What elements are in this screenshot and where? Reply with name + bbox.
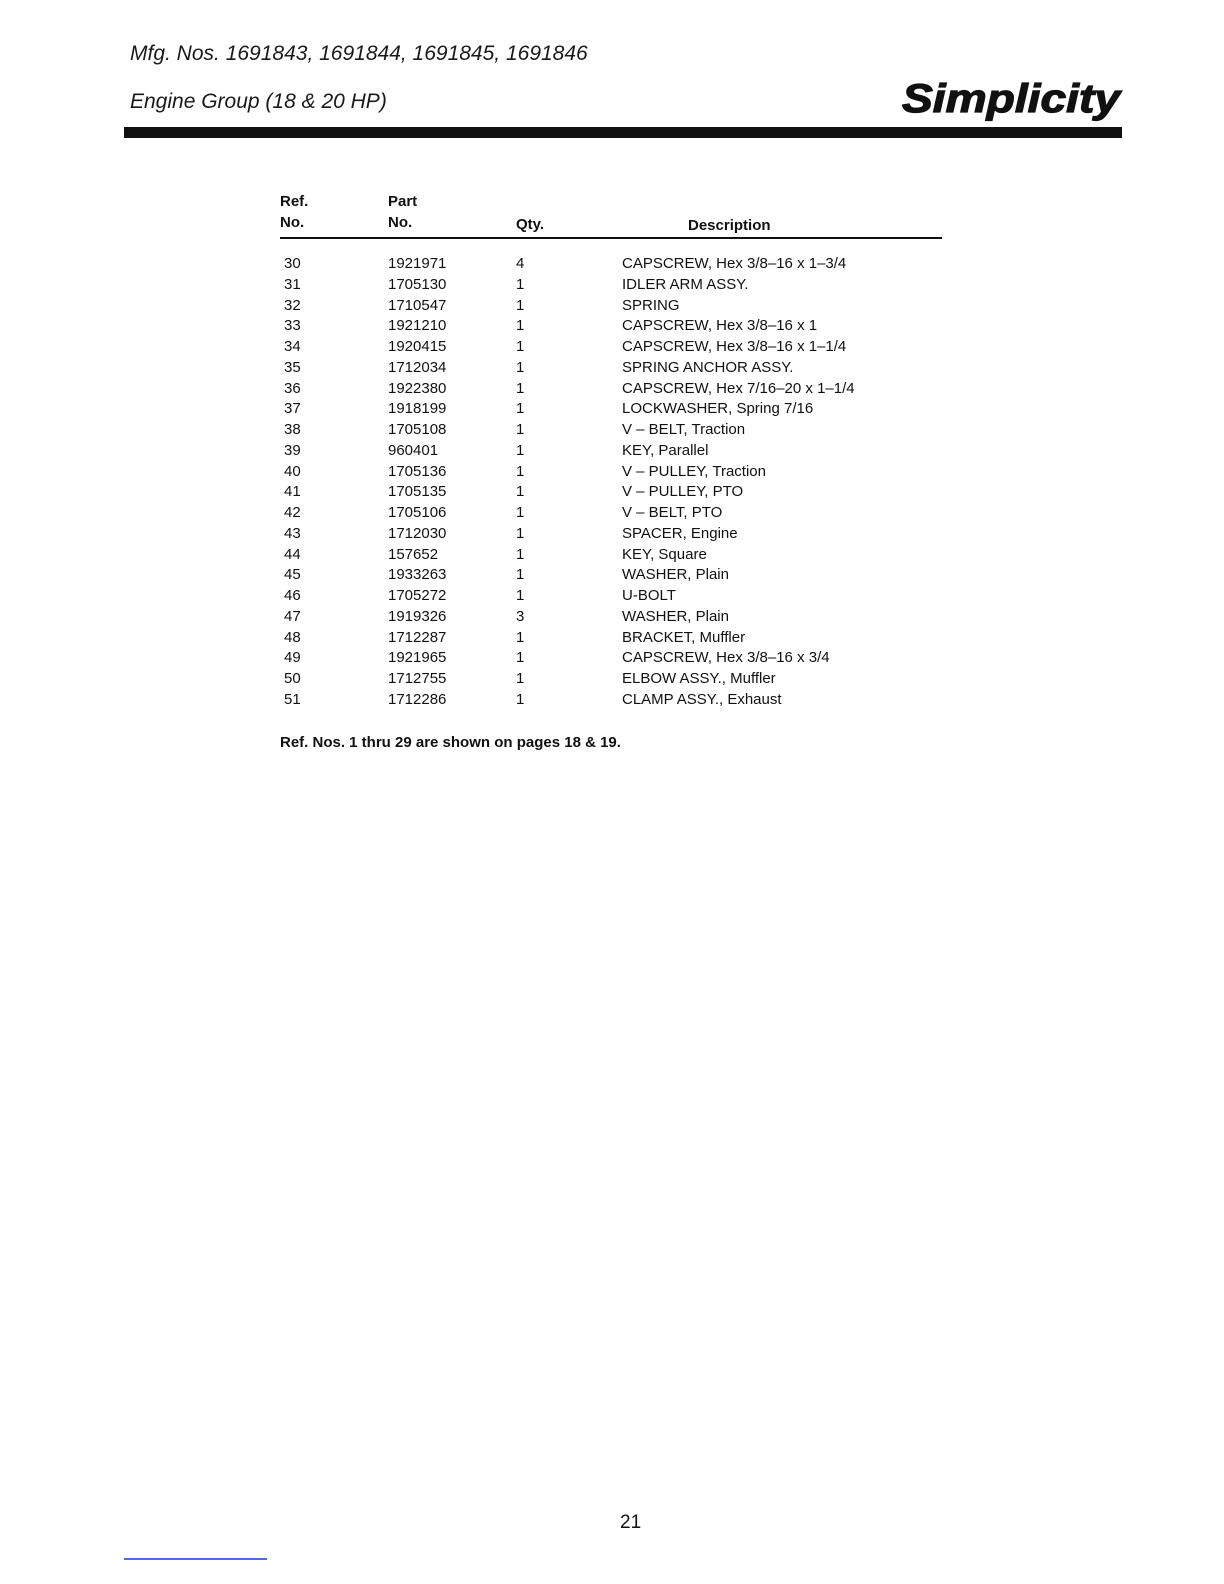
part-number: 1705130 bbox=[388, 275, 447, 293]
quantity: 1 bbox=[516, 483, 525, 501]
part-number: 1933263 bbox=[388, 566, 447, 584]
table-row bbox=[0, 463, 1224, 484]
quantity: 1 bbox=[516, 587, 525, 604]
part-number: 1712286 bbox=[388, 690, 447, 708]
quantity: 3 bbox=[516, 607, 525, 625]
ref-number: 48 bbox=[284, 628, 301, 646]
quantity: 1 bbox=[516, 504, 525, 521]
ref-number: 32 bbox=[284, 296, 301, 314]
description: WASHER, Plain bbox=[622, 566, 729, 584]
ref-number: 34 bbox=[284, 338, 301, 355]
ref-number: 40 bbox=[284, 462, 301, 480]
table-row bbox=[0, 421, 1224, 442]
ref-number: 44 bbox=[284, 545, 301, 563]
quantity: 1 bbox=[516, 421, 525, 438]
ref-number: 49 bbox=[284, 649, 301, 667]
table-row bbox=[0, 297, 1224, 318]
col-header-description: Description bbox=[688, 217, 771, 234]
quantity: 1 bbox=[516, 441, 525, 459]
table-row bbox=[0, 629, 1224, 650]
ref-number: 35 bbox=[284, 358, 301, 376]
quantity: 1 bbox=[516, 462, 525, 480]
ref-number: 33 bbox=[284, 317, 301, 335]
part-number: 1920415 bbox=[388, 338, 447, 355]
quantity: 1 bbox=[516, 338, 525, 355]
header-group-title: Engine Group (18 & 20 HP) bbox=[130, 90, 387, 113]
description: V – PULLEY, PTO bbox=[622, 483, 744, 501]
table-row bbox=[0, 566, 1224, 587]
description: U-BOLT bbox=[622, 587, 676, 604]
table-row bbox=[0, 400, 1224, 421]
table-row bbox=[0, 649, 1224, 670]
description: SPRING bbox=[622, 296, 680, 314]
table-row bbox=[0, 359, 1224, 380]
description: KEY, Parallel bbox=[622, 441, 709, 459]
description: IDLER ARM ASSY. bbox=[622, 275, 749, 293]
header-mfg-numbers: Mfg. Nos. 1691843, 1691844, 1691845, 1691846 bbox=[130, 42, 588, 65]
description: LOCKWASHER, Spring 7/16 bbox=[622, 400, 814, 418]
description: WASHER, Plain bbox=[622, 607, 729, 625]
description: V – BELT, Traction bbox=[622, 421, 746, 438]
part-number: 1710547 bbox=[388, 296, 447, 314]
ref-number: 31 bbox=[284, 275, 301, 293]
part-number: 1918199 bbox=[388, 400, 447, 418]
table-row bbox=[0, 255, 1224, 276]
quantity: 1 bbox=[516, 524, 525, 542]
ref-number: 38 bbox=[284, 421, 301, 438]
ref-number: 41 bbox=[284, 483, 301, 501]
description: SPACER, Engine bbox=[622, 524, 738, 542]
ref-number: 42 bbox=[284, 504, 301, 521]
description: CAPSCREW, Hex 3/8–16 x 1–1/4 bbox=[622, 338, 847, 355]
part-number: 1705135 bbox=[388, 483, 447, 501]
description: CLAMP ASSY., Exhaust bbox=[622, 690, 782, 708]
ref-number: 30 bbox=[284, 255, 301, 272]
quantity: 1 bbox=[516, 296, 525, 314]
footer-link-underline bbox=[124, 1558, 267, 1560]
ref-number: 36 bbox=[284, 379, 301, 397]
part-number: 1705106 bbox=[388, 504, 447, 521]
description: V – BELT, PTO bbox=[622, 504, 723, 521]
table-row bbox=[0, 587, 1224, 608]
part-number: 1919326 bbox=[388, 607, 447, 625]
part-number: 1712287 bbox=[388, 628, 447, 646]
part-number: 1921971 bbox=[388, 255, 447, 272]
part-number: 1705108 bbox=[388, 421, 447, 438]
quantity: 1 bbox=[516, 670, 525, 687]
description: BRACKET, Muffler bbox=[622, 628, 746, 646]
part-number: 960401 bbox=[388, 441, 439, 459]
part-number: 1705136 bbox=[388, 462, 447, 480]
col-header-part-line2: No. bbox=[388, 214, 413, 231]
part-number: 1921965 bbox=[388, 649, 447, 667]
part-number: 1712034 bbox=[388, 358, 447, 376]
quantity: 4 bbox=[516, 255, 525, 272]
ref-number: 39 bbox=[284, 441, 301, 459]
description: CAPSCREW, Hex 3/8–16 x 3/4 bbox=[622, 649, 830, 667]
part-number: 1712030 bbox=[388, 524, 447, 542]
part-number: 157652 bbox=[388, 545, 439, 563]
table-row bbox=[0, 691, 1224, 712]
simplicity-logo bbox=[900, 72, 1124, 128]
ref-number: 43 bbox=[284, 524, 301, 542]
part-number: 1705272 bbox=[388, 587, 447, 604]
description: V – PULLEY, Traction bbox=[622, 462, 766, 480]
quantity: 1 bbox=[516, 275, 525, 293]
page-number: 21 bbox=[620, 1512, 642, 1533]
table-row bbox=[0, 504, 1224, 525]
parts-table-body bbox=[0, 255, 1224, 712]
table-row bbox=[0, 442, 1224, 463]
table-row bbox=[0, 608, 1224, 629]
part-number: 1712755 bbox=[388, 670, 447, 687]
ref-number: 45 bbox=[284, 566, 301, 584]
ref-number: 47 bbox=[284, 607, 301, 625]
quantity: 1 bbox=[516, 358, 525, 376]
ref-number: 37 bbox=[284, 400, 301, 418]
col-header-part-line1: Part bbox=[388, 193, 418, 210]
quantity: 1 bbox=[516, 317, 525, 335]
part-number: 1921210 bbox=[388, 317, 447, 335]
quantity: 1 bbox=[516, 628, 525, 646]
quantity: 1 bbox=[516, 690, 525, 708]
table-row bbox=[0, 338, 1224, 359]
quantity: 1 bbox=[516, 400, 525, 418]
description: KEY, Square bbox=[622, 545, 707, 563]
col-header-ref-line1: Ref. bbox=[280, 193, 309, 210]
table-row bbox=[0, 317, 1224, 338]
description: CAPSCREW, Hex 3/8–16 x 1–3/4 bbox=[622, 255, 847, 272]
table-row bbox=[0, 670, 1224, 691]
part-number: 1922380 bbox=[388, 379, 447, 397]
ref-number: 50 bbox=[284, 670, 301, 687]
quantity: 1 bbox=[516, 649, 525, 667]
quantity: 1 bbox=[516, 566, 525, 584]
description: SPRING ANCHOR ASSY. bbox=[622, 358, 794, 376]
col-header-qty: Qty. bbox=[516, 216, 545, 233]
quantity: 1 bbox=[516, 379, 525, 397]
quantity: 1 bbox=[516, 545, 525, 563]
header-rule-underline bbox=[124, 135, 1122, 138]
description: CAPSCREW, Hex 7/16–20 x 1–1/4 bbox=[622, 379, 855, 397]
table-row bbox=[0, 483, 1224, 504]
table-row bbox=[0, 546, 1224, 567]
table-row bbox=[0, 276, 1224, 297]
ref-number: 46 bbox=[284, 587, 301, 604]
col-header-ref-line2: No. bbox=[280, 214, 305, 231]
table-header-rule bbox=[280, 237, 942, 239]
table-row bbox=[0, 380, 1224, 401]
table-row bbox=[0, 525, 1224, 546]
description: CAPSCREW, Hex 3/8–16 x 1 bbox=[622, 317, 818, 335]
ref-numbers-note: Ref. Nos. 1 thru 29 are shown on pages 18 & 19. bbox=[280, 734, 621, 751]
description: ELBOW ASSY., Muffler bbox=[622, 670, 776, 687]
simplicity-logo-text: Simplicity bbox=[902, 77, 1123, 121]
ref-number: 51 bbox=[284, 690, 301, 708]
